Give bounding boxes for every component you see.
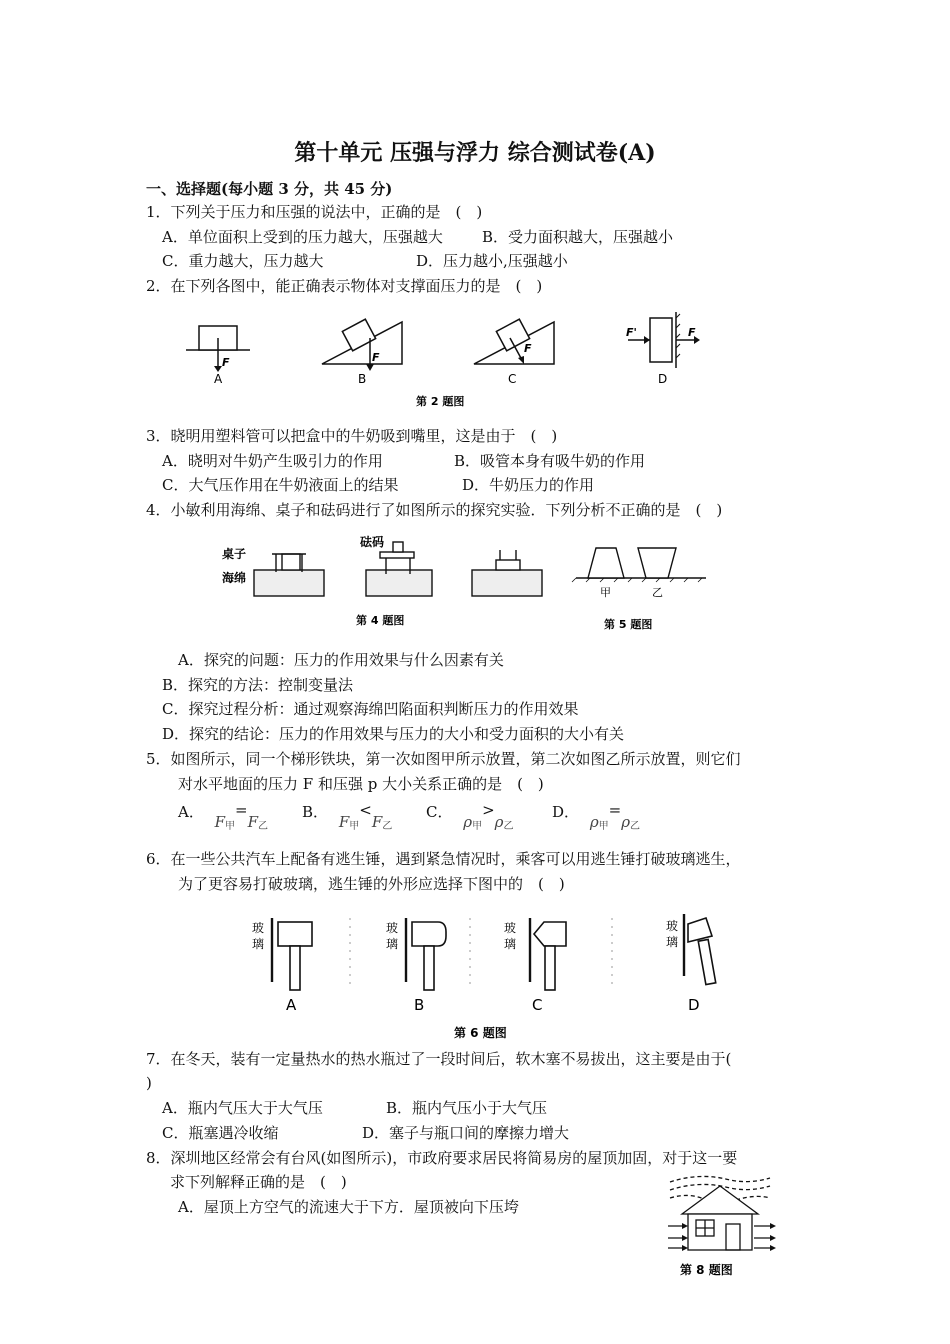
q1-stem: 1．下列关于压力和压强的说法中，正确的是 ( ) xyxy=(146,203,483,221)
q6-glass-a-top: 玻 xyxy=(252,921,265,935)
q8-figure xyxy=(660,1170,780,1282)
q2-stem: 2．在下列各图中，能正确表示物体对支撑面压力的是 ( ) xyxy=(146,277,543,295)
q4-option-d: D．探究的结论：压力的作用效果与压力的大小和受力面积的大小有关 xyxy=(162,725,625,743)
q5-option-b: B． $F_甲<F_乙$ xyxy=(302,801,393,832)
q6-glass-d-bottom: 璃 xyxy=(666,935,679,949)
q2-force-label-c: F xyxy=(524,342,532,355)
q6-stem-line2: 为了更容易打破玻璃，逃生锤的外形应选择下图中的 ( ) xyxy=(178,875,565,893)
q2-label-c: C xyxy=(508,372,517,386)
q2-force-label-a: F xyxy=(222,356,230,369)
q4-caption: 第 4 题图 xyxy=(356,614,405,627)
q8-stem-line1: 8．深圳地区经常会有台风(如图所示)，市政府要求居民将简易房的屋顶加固，对于这一要 xyxy=(146,1149,738,1167)
q4-q5-figure xyxy=(220,532,710,638)
q4-label-table: 桌子 xyxy=(222,547,247,561)
q1-option-d: D．压力越小,压强越小 xyxy=(416,252,568,270)
q5-label-jia: 甲 xyxy=(600,586,611,599)
q6-glass-b-top: 玻 xyxy=(386,921,399,935)
q8-stem-line2: 求下列解释正确的是 ( ) xyxy=(170,1173,347,1191)
q5-stem-line2: 对水平地面的压力 F 和压强 p 大小关系正确的是 ( ) xyxy=(178,775,544,793)
q8-option-a: A．屋顶上方空气的流速大于下方．屋顶被向下压垮 xyxy=(178,1198,519,1216)
q6-label-c: C xyxy=(532,996,543,1014)
q2-force-label-d1: F' xyxy=(626,326,637,339)
q1-option-b: B．受力面积越大，压强越小 xyxy=(482,228,674,246)
q3-stem: 3．晓明用塑料管可以把盒中的牛奶吸到嘴里，这是由于 ( ) xyxy=(146,427,558,445)
q7-stem-line1: 7．在冬天，装有一定量热水的热水瓶过了一段时间后，软木塞不易拔出，这主要是由于( xyxy=(146,1050,732,1068)
q4-option-c: C．探究过程分析：通过观察海绵凹陷面积判断压力的作用效果 xyxy=(162,700,579,718)
q6-glass-c-bottom: 璃 xyxy=(504,937,517,951)
page-title: 第十单元 压强与浮力 综合测试卷(A) xyxy=(294,140,656,166)
section-heading: 一、选择题(每小题 3 分，共 45 分) xyxy=(146,180,393,198)
q2-label-b: B xyxy=(358,372,367,386)
q5-caption: 第 5 题图 xyxy=(604,618,653,631)
q8-caption: 第 8 题图 xyxy=(680,1263,733,1277)
q1-option-a: A．单位面积上受到的压力越大，压强越大 xyxy=(162,228,443,246)
q6-label-d: D xyxy=(688,996,700,1014)
q4-option-a: A．探究的问题：压力的作用效果与什么因素有关 xyxy=(178,651,504,669)
q5-option-d: D． $\rho_甲=\rho_乙$ xyxy=(552,801,641,832)
q2-label-d: D xyxy=(658,372,668,386)
q2-force-label-d2: F xyxy=(688,326,696,339)
q6-glass-a-bottom: 璃 xyxy=(252,937,265,951)
q4-label-sponge: 海绵 xyxy=(222,571,247,585)
q6-glass-b-bottom: 璃 xyxy=(386,937,399,951)
q5-stem-line1: 5．如图所示，同一个梯形铁块，第一次如图甲所示放置，第二次如图乙所示放置，则它们 xyxy=(146,750,741,768)
q2-figure xyxy=(180,308,720,416)
q6-figure xyxy=(240,906,720,1044)
q5-option-a: A． $F_甲=F_乙$ xyxy=(178,801,269,832)
q2-label-a: A xyxy=(214,372,223,386)
q5-option-c: C． $\rho_甲>\rho_乙$ xyxy=(426,801,514,832)
q2-caption: 第 2 题图 xyxy=(416,395,465,408)
q4-stem: 4．小敏利用海绵、桌子和砝码进行了如图所示的探究实验．下列分析不正确的是 ( ) xyxy=(146,501,723,519)
q4-label-weight: 砝码 xyxy=(360,535,385,549)
q4-option-b: B．探究的方法：控制变量法 xyxy=(162,676,354,694)
q6-stem-line1: 6．在一些公共汽车上配备有逃生锤，遇到紧急情况时，乘客可以用逃生锤打破玻璃逃生， xyxy=(146,850,741,868)
q3-option-d: D．牛奶压力的作用 xyxy=(462,476,595,494)
q2-force-label-b: F xyxy=(372,351,380,364)
q6-glass-d-top: 玻 xyxy=(666,919,679,933)
q7-option-b: B．瓶内气压小于大气压 xyxy=(386,1099,548,1117)
q7-option-a: A．瓶内气压大于大气压 xyxy=(162,1099,323,1117)
q7-option-d: D．塞子与瓶口间的摩擦力增大 xyxy=(362,1124,570,1142)
q6-label-a: A xyxy=(286,996,297,1014)
q6-caption: 第 6 题图 xyxy=(454,1026,507,1040)
q6-label-b: B xyxy=(414,996,425,1014)
q6-glass-c-top: 玻 xyxy=(504,921,517,935)
q7-option-c: C．瓶塞遇冷收缩 xyxy=(162,1124,279,1142)
q3-option-c: C．大气压作用在牛奶液面上的结果 xyxy=(162,476,399,494)
q7-stem-line2: ) xyxy=(146,1074,152,1092)
q5-label-yi: 乙 xyxy=(652,586,663,599)
q3-option-a: A．晓明对牛奶产生吸引力的作用 xyxy=(162,452,383,470)
q3-option-b: B．吸管本身有吸牛奶的作用 xyxy=(454,452,646,470)
q1-option-c: C．重力越大，压力越大 xyxy=(162,252,324,270)
